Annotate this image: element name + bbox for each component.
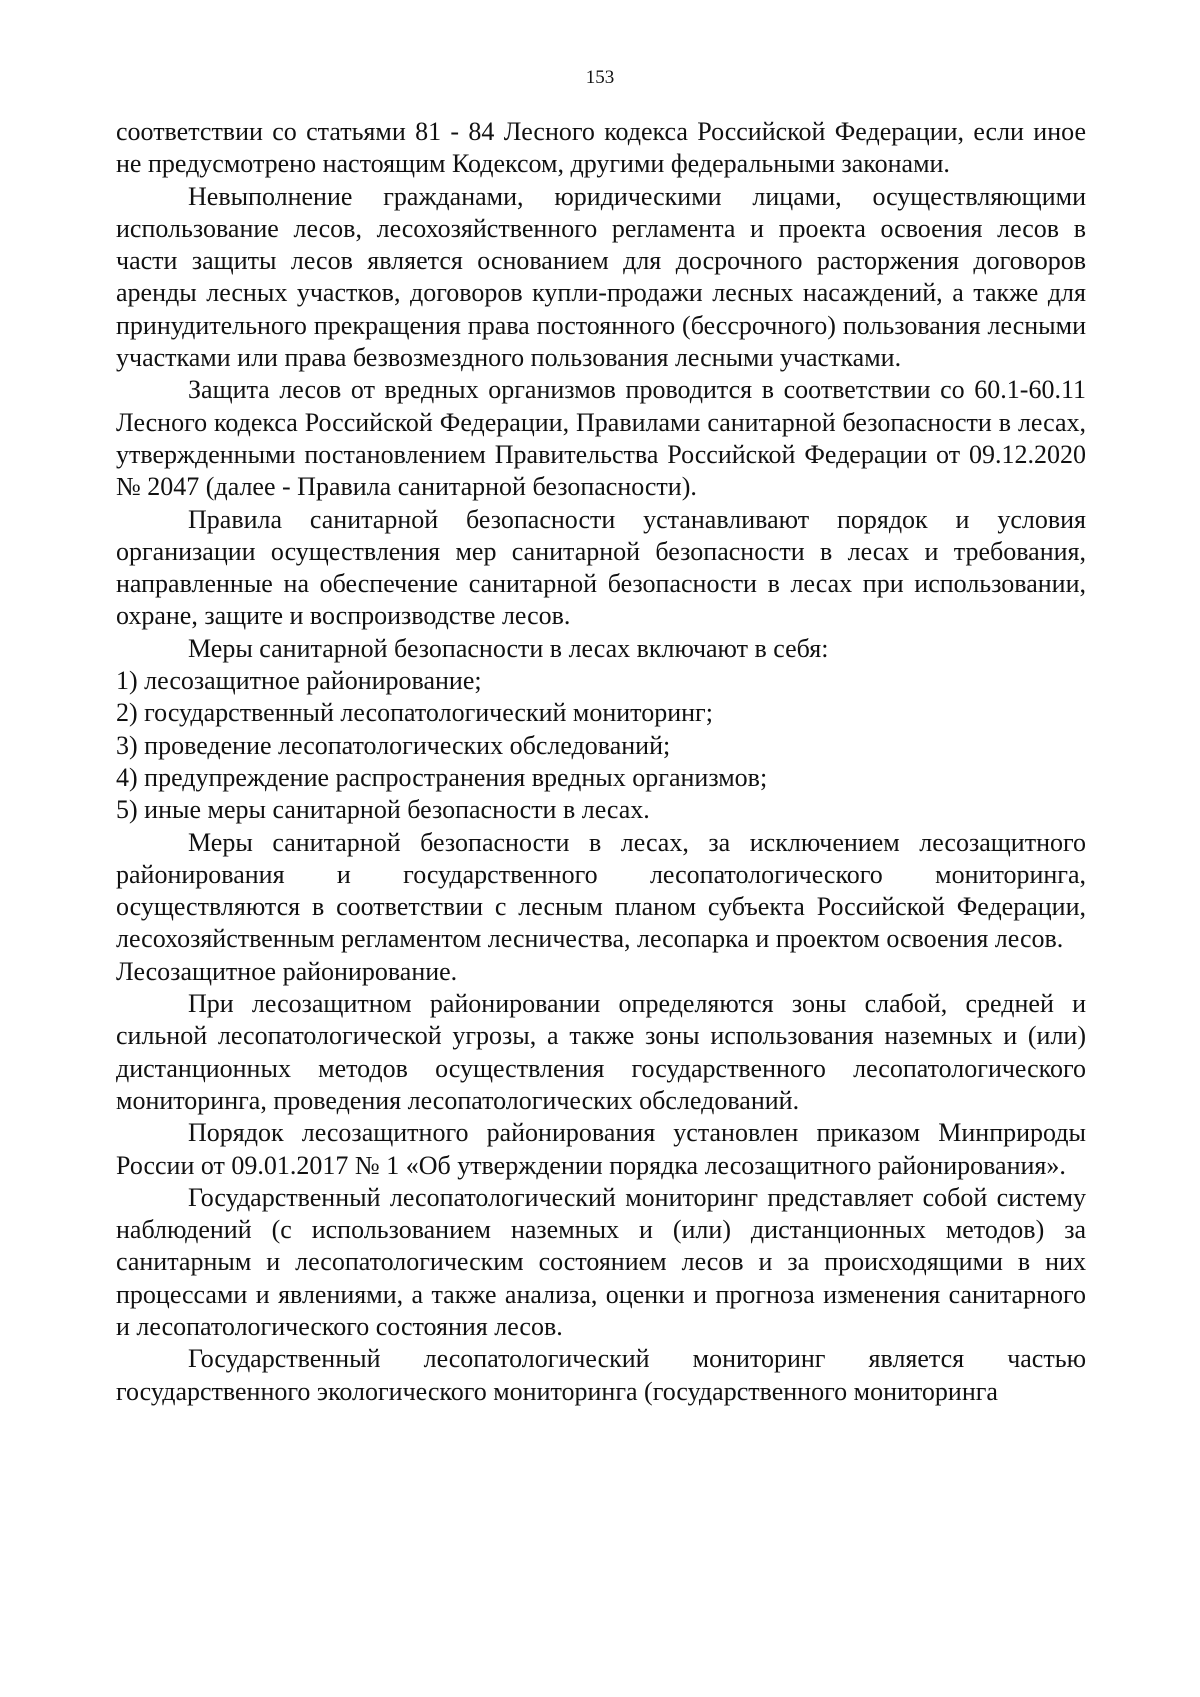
document-body (116, 116, 1086, 1408)
list-item: 2) государственный лесопатологический мониторинг; (116, 698, 713, 728)
paragraph: Правила санитарной безопасности устанавливают порядок и условия организации осуществления мер санитарной безопасности в лесах и требования, направленные на обеспечение санитарной безопасности в лесах при использовании, охране, защите и воспроизводстве лесов. (116, 504, 1086, 631)
paragraph: Защита лесов от вредных организмов проводится в соответствии со 60.1-60.11 Лесного кодекса Российской Федерации, Правилами санитарной безопасности в лесах, утвержденными постановлением Правительства Российской Федерации от 09.12.2020 № 2047 (далее - Правила санитарной безопасности). (116, 375, 1086, 502)
paragraph: Невыполнение гражданами, юридическими лицами, осуществляющими использование лесов, лесохозяйственного регламента и проекта освоения лесов в части защиты лесов является основанием для досрочного расторжения договоров аренды лесных участков, договоров купли-продажи лесных насаждений, а также для принудительного прекращения права постоянного (бессрочного) пользования лесными участками или права безвозмездного пользования лесными участками. (116, 181, 1086, 373)
list-item: 1) лесозащитное районирование; (116, 666, 482, 696)
paragraph: Меры санитарной безопасности в лесах, за исключением лесозащитного районирования и государственного лесопатологического мониторинга, осуществляются в соответствии с лесным планом субъекта Российской Федерации, лесохозяйственным регламентом лесничества, лесопарка и проектом освоения лесов. (116, 827, 1086, 954)
page-number: 153 (585, 67, 615, 88)
paragraph: Государственный лесопатологический мониторинг является частью государственного экологического мониторинга (государственного мониторинга (116, 1344, 1086, 1406)
list-item: 3) проведение лесопатологических обследований; (116, 730, 671, 760)
paragraph: Меры санитарной безопасности в лесах включают в себя: (188, 633, 829, 663)
list-item: 5) иные меры санитарной безопасности в лесах. (116, 795, 650, 825)
list-item: 4) предупреждение распространения вредных организмов; (116, 762, 768, 792)
paragraph-continuation: соответствии со статьями 81 - 84 Лесного кодекса Российской Федерации, если иное не предусмотрено настоящим Кодексом, другими федеральными законами. (116, 117, 1086, 179)
paragraph: Государственный лесопатологический мониторинг представляет собой систему наблюдений (с использованием наземных и (или) дистанционных методов) за санитарным и лесопатологическим состоянием лесов и за происходящими в них процессами и явлениями, а также анализа, оценки и прогноза изменения санитарного и лесопатологического состояния лесов. (116, 1182, 1086, 1341)
paragraph: Порядок лесозащитного районирования установлен приказом Минприроды России от 09.01.2017 № 1 «Об утверждении порядка лесозащитного районирования». (116, 1118, 1086, 1180)
paragraph: При лесозащитном районировании определяются зоны слабой, средней и сильной лесопатологической угрозы, а также зоны использования наземных и (или) дистанционных методов осуществления государственного лесопатологического мониторинга, проведения лесопатологических обследований. (116, 989, 1086, 1115)
section-heading: Лесозащитное районирование. (116, 956, 458, 986)
